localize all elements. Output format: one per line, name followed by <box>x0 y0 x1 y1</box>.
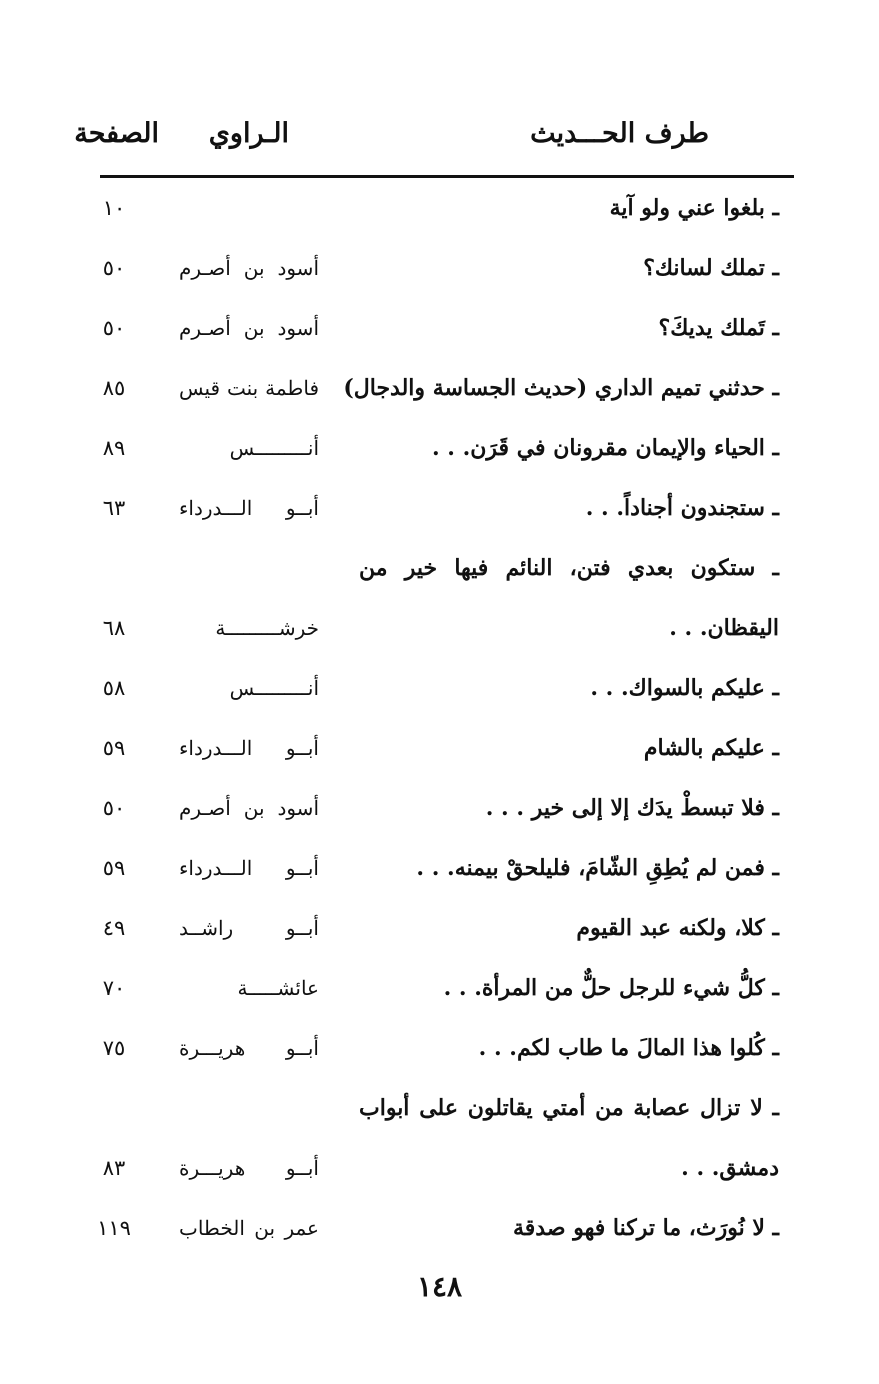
page-reference: ٦٣ <box>102 496 126 520</box>
table-row <box>0 478 879 538</box>
hadith-text: ـ فلا تبسطْ يدَك إلا إلى خير . . . <box>485 795 779 821</box>
column-header-page: الصفحة <box>74 118 159 149</box>
hadith-index-table <box>0 178 879 1258</box>
table-row <box>0 358 879 418</box>
table-row <box>0 538 879 658</box>
page-reference: ٧٠ <box>102 976 126 1000</box>
hadith-text: ـ فمن لم يُطِقِ الشّامَ، فليلحقْ بيمنه. . . <box>416 855 779 881</box>
narrator-name: أبــو هريـــرة <box>179 1036 319 1060</box>
hadith-text: ـ لا تزال عصابة من أمتي يقاتلون على أبواب دمشق. . . <box>359 1095 779 1181</box>
table-row <box>0 1078 879 1198</box>
hadith-text: ـ عليكم بالشام <box>643 735 779 761</box>
table-row <box>0 898 879 958</box>
table-row <box>0 838 879 898</box>
table-row <box>0 1198 879 1258</box>
hadith-text: ـ تملك لسانك؟ <box>643 255 779 281</box>
hadith-text: ـ لا نُورَث، ما تركنا فهو صدقة <box>513 1215 779 1241</box>
narrator-name: أسود بن أصـرم <box>179 316 319 340</box>
narrator-name: أبــو الـــدرداء <box>179 736 319 760</box>
hadith-text: ـ كلُّ شيء للرجل حلٌّ من المرأة. . . <box>443 975 779 1001</box>
narrator-name: أبــو الـــدرداء <box>179 496 319 520</box>
narrator-name: أنـــــــــس <box>229 436 319 460</box>
narrator-name: فاطمة بنت قيس <box>179 376 319 400</box>
page-reference: ٨٥ <box>102 376 126 400</box>
hadith-text: ـ الحياء والإيمان مقرونان في قَرَن. . . <box>431 435 779 461</box>
narrator-name: خرشـــــــــة <box>215 616 319 640</box>
table-row <box>0 778 879 838</box>
table-row <box>0 718 879 778</box>
hadith-text: ـ ستجندون أجناداً. . . <box>585 495 779 521</box>
hadith-text: ـ ستكون بعدي فتن، النائم فيها خير من اليقظان. . . <box>359 555 779 641</box>
hadith-text: ـ بلغوا عني ولو آية <box>609 195 779 221</box>
page-reference: ٥٨ <box>102 676 126 700</box>
narrator-name: أبــو الـــدرداء <box>179 856 319 880</box>
page-reference: ٥٩ <box>102 736 126 760</box>
table-row <box>0 958 879 1018</box>
narrator-name: أسود بن أصـرم <box>179 796 319 820</box>
table-row <box>0 1018 879 1078</box>
table-row <box>0 178 879 238</box>
narrator-name: أبــو هريـــرة <box>179 1156 319 1180</box>
page-reference: ٨٣ <box>102 1156 126 1180</box>
hadith-text: ـ كُلوا هذا المالَ ما طاب لكم. . . <box>478 1035 779 1061</box>
page-reference: ١٠ <box>102 196 126 220</box>
page-reference: ٥٠ <box>102 316 126 340</box>
narrator-name: عائشـــــة <box>237 976 319 1000</box>
page-reference: ٧٥ <box>102 1036 126 1060</box>
page-reference: ٥٩ <box>102 856 126 880</box>
page-number: ١٤٨ <box>416 1270 463 1303</box>
page-reference: ٨٩ <box>102 436 126 460</box>
hadith-text: ـ كلا، ولكنه عبد القيوم <box>576 915 779 941</box>
page-reference: ٥٠ <box>102 256 126 280</box>
narrator-name: أنـــــــــس <box>229 676 319 700</box>
page-reference: ١١٩ <box>97 1216 131 1240</box>
page-reference: ٥٠ <box>102 796 126 820</box>
column-header-hadith: طرف الحـــديث <box>530 118 709 149</box>
page-reference: ٦٨ <box>102 616 126 640</box>
column-header-narrator: الـراوي <box>208 118 289 149</box>
hadith-text: ـ تَملك يديكَ؟ <box>658 315 779 341</box>
narrator-name: أسود بن أصـرم <box>179 256 319 280</box>
table-row <box>0 238 879 298</box>
table-row <box>0 658 879 718</box>
narrator-name: عمر بن الخطاب <box>179 1216 319 1240</box>
page-reference: ٤٩ <box>102 916 126 940</box>
narrator-name: أبــو راشــد <box>179 916 319 940</box>
hadith-text: ـ حدثني تميم الداري (حديث الجساسة والدجال) <box>343 375 779 401</box>
table-row <box>0 418 879 478</box>
table-row <box>0 298 879 358</box>
hadith-text: ـ عليكم بالسواك. . . <box>590 675 779 701</box>
